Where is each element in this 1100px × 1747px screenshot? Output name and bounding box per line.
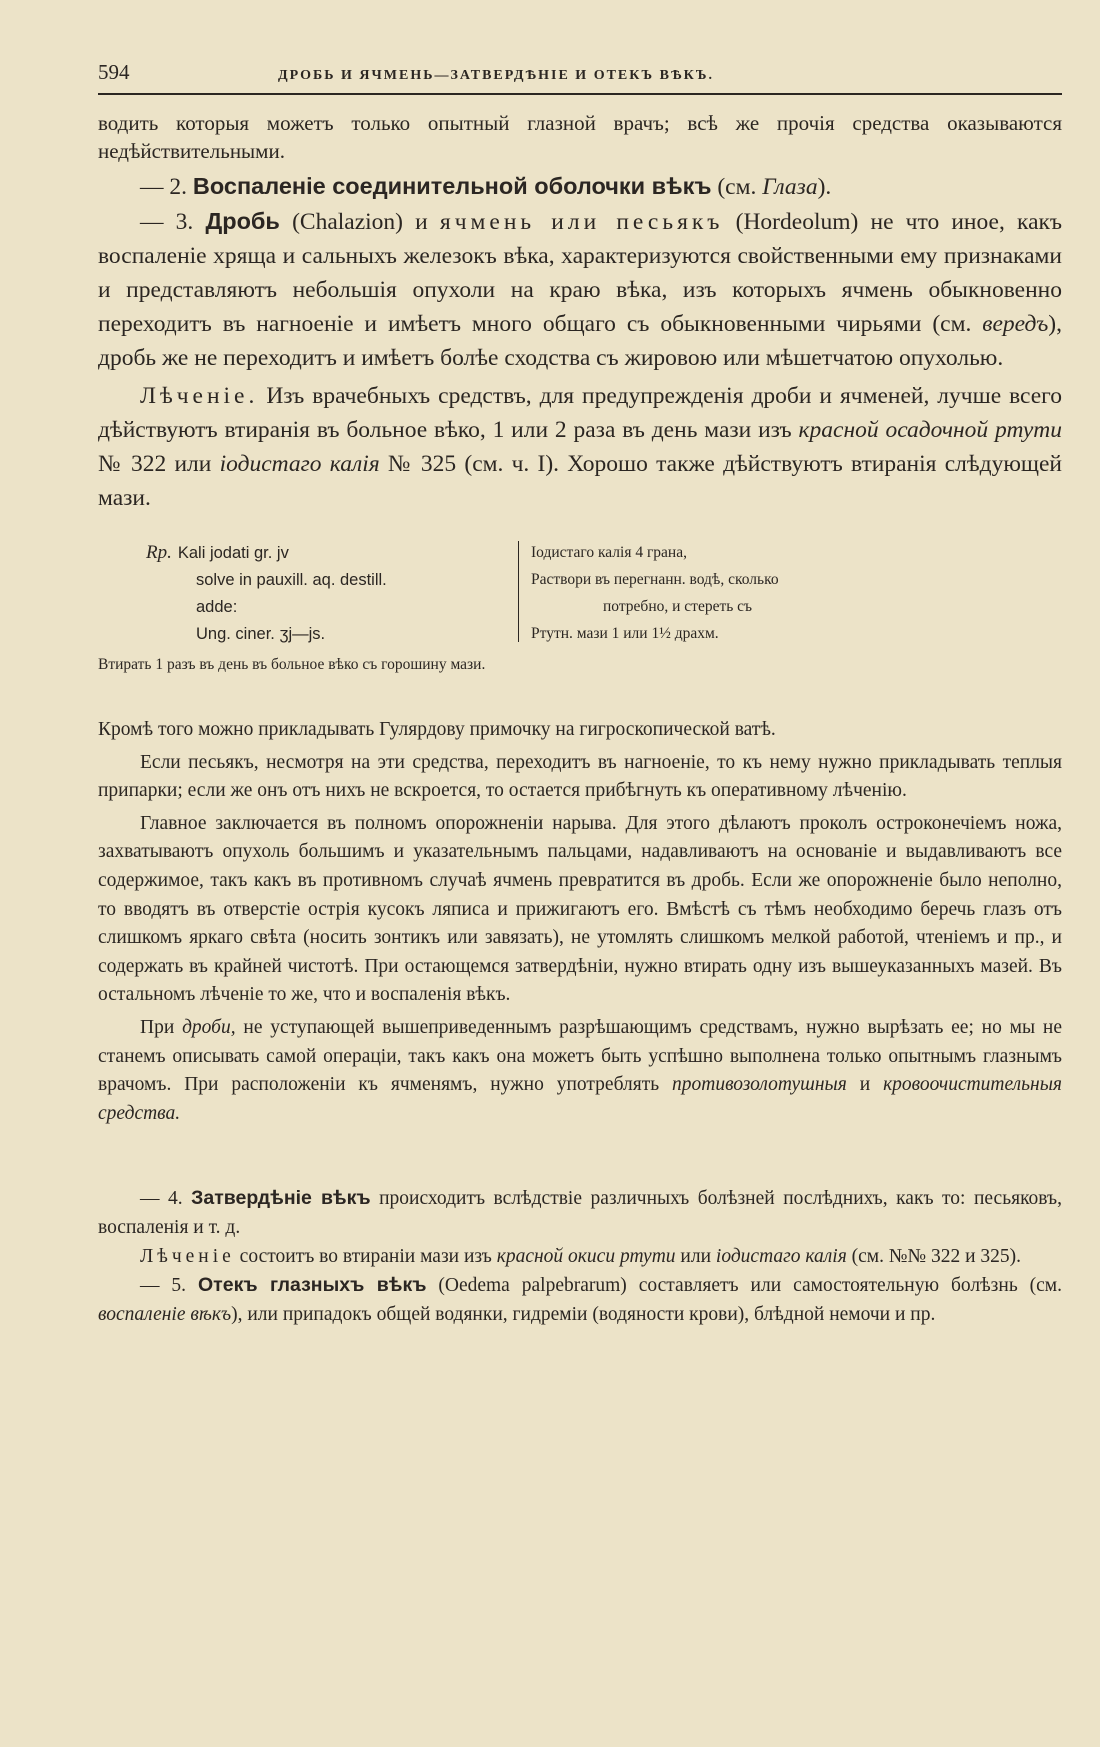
paragraph-operation: Главное заключается въ полномъ опорожненіи нарыва. Для этого дѣлаютъ проколъ остроконечіемъ ножа, захватываютъ опухоль большимъ и указательнымъ пальцами, надавливаютъ на основаніе и выдавливаютъ все содержимое, такъ какъ въ противномъ случаѣ ячмень превратится въ дробь. Если же опорожненіе было неполно, то вводятъ въ отверстіе острія кусокъ ляписа и прижигаютъ его. Вмѣстѣ съ тѣмъ необходимо беречь глазъ отъ слишкомъ яркаго свѣта (носить зонтикъ или завязать), не утомлять слишкомъ мелкой работой, чтеніемъ и пр., и содержать въ крайней чистотѣ. При остающемся затвердѣніи, нужно втирать одну изъ вышеуказанныхъ мазей. Въ остальномъ лѣченіе то же, что и воспаленія вѣкъ. — [98, 812, 1062, 1006]
section-5-text-2: ), или припадокъ общей водянки, гидреміи (водяности крови), блѣдной немочи и пр. — [231, 1303, 936, 1325]
para4-italic-1: дроби, — [182, 1016, 236, 1038]
para4-italic-2: противозолотушныя — [672, 1074, 847, 1096]
section-5-text-1: составляетъ или самостоятельную болѣзнь (см. — [626, 1275, 1063, 1297]
section-2-ref-close: ). — [817, 174, 832, 200]
recipe-latin-line: Kali jodati gr. jv — [177, 544, 289, 562]
paragraph-chalazion — [98, 1014, 1062, 1128]
section-2 — [98, 169, 1062, 204]
recipe-divider — [518, 541, 519, 642]
recipe-latin-line: adde: — [196, 598, 238, 616]
section-3-text-2: ), дробь же не переходитъ и имѣетъ болѣе сходства съ жировою или мѣшетчатою опухолью. — [98, 311, 1062, 371]
section-4-treatment-label: Лѣченіе — [140, 1245, 235, 1267]
paragraph-suppuration: Если песьякъ, несмотря на эти средства, переходитъ въ нагноеніе, то къ нему нужно прикладывать теплыя припарки; если же онъ отъ нихъ не вскроется, то остается прибѣгнуть къ оперативному лѣченію. — [98, 751, 1062, 802]
para4-text-1: При — [140, 1016, 183, 1038]
recipe-russian-line: Ртутн. мази 1 или 1½ драхм. — [531, 625, 719, 642]
section-2-ref: Глаза — [762, 174, 818, 200]
section-4-number: — 4. — [140, 1188, 183, 1210]
section-3-title: Дробь — [205, 208, 280, 234]
recipe-russian-line: потребно, и стереть съ — [603, 598, 753, 615]
treatment-paragraph — [98, 379, 1062, 515]
section-3-number: — 3. — [140, 209, 194, 235]
recipe-block — [98, 539, 1062, 648]
section-3-spaced-terms: ячмень или песьякъ — [439, 209, 724, 235]
section-3-latin-1: (Chalazion) — [292, 209, 403, 235]
section-3 — [98, 204, 1062, 375]
section-gap — [98, 1128, 1062, 1184]
section-5-number: — 5. — [140, 1275, 187, 1297]
treatment-text-3: № 325 (см. ч. I). Хорошо также дѣйствуютъ втиранія слѣдующей мази. — [98, 451, 1062, 511]
recipe-rx: Rp. — [146, 542, 172, 563]
running-title: ДРОБЬ И ЯЧМЕНЬ—ЗАТВЕРДѢНІЕ И ОТЕКЪ ВѢКЪ. — [278, 68, 715, 83]
treatment-remedy-2: іодистаго калія — [219, 451, 380, 477]
treatment-text-1: Изъ врачебныхъ средствъ, для предупрежденія дроби и ячменей, лучше всего дѣйствуютъ втиранія въ больное вѣко, 1 или 2 раза въ день мази изъ — [98, 383, 1062, 443]
section-4 — [98, 1184, 1062, 1242]
treatment-remedy-1: красной осадочной ртути — [798, 417, 1063, 443]
treatment-text-2: № 322 или — [98, 451, 220, 477]
treatment-label: Лѣченіе. — [140, 383, 259, 409]
running-head — [98, 60, 1062, 95]
section-3-ref: вередъ — [982, 311, 1049, 337]
section-4-treatment-text-1: состоитъ во втираніи мази изъ — [234, 1245, 497, 1267]
recipe-latin-line: Ung. ciner. ʒj—js. — [196, 625, 326, 643]
section-5-title: Отекъ глазныхъ вѣкъ — [198, 1274, 427, 1297]
recipe-russian-line: Раствори въ перегнанн. водѣ, сколько — [531, 571, 779, 588]
recipe-russian — [531, 539, 1062, 648]
section-5-latin: (Oedema palpebrarum) — [426, 1275, 627, 1297]
section-5-ref: воспаленіе вѣкъ — [98, 1303, 232, 1325]
para4-text-2: не уступающей вышеприведеннымъ разрѣшающимъ средствамъ, нужно вырѣзать ее; но мы не станемъ описывать самой операціи, такъ какъ она можетъ быть успѣшно выполнена только опытнымъ глазнымъ врачомъ. При расположеніи къ ячменямъ, нужно употреблять — [98, 1016, 1062, 1096]
section-2-title: Воспаленіе соединительной оболочки вѣкъ — [192, 173, 712, 199]
section-4-text: происходитъ вслѣдствіе различныхъ болѣзней послѣднихъ, какъ то: песьяковъ, воспаленія и т. д. — [98, 1188, 1062, 1238]
section-4-remedy-2: іодистаго калія — [715, 1245, 847, 1267]
section-3-and: и — [415, 209, 428, 235]
recipe-note: Втирать 1 разъ въ день въ больное вѣко съ горошину мази. — [98, 656, 486, 673]
section-3-latin-2: (Hordeolum) — [735, 209, 859, 235]
page-number: 594 — [98, 60, 130, 84]
continued-paragraph: водить которыя можетъ только опытный глазной врачъ; всѣ же прочія средства оказываются недѣйствительными. — [98, 111, 1062, 163]
recipe-latin — [98, 539, 518, 648]
para4-text-3: и — [846, 1074, 884, 1096]
section-4-treatment-text-2: или — [675, 1245, 716, 1267]
section-4-remedy-1: красной окиси ртути — [496, 1245, 676, 1267]
recipe-latin-line: solve in pauxill. aq. destill. — [196, 571, 387, 589]
para4-italic-3: кровоочистительныя средства. — [98, 1074, 1062, 1124]
section-2-ref-open: (см. — [717, 174, 763, 200]
section-4-treatment — [98, 1243, 1062, 1272]
section-5 — [98, 1271, 1062, 1329]
paragraph-compress: Кромѣ того можно прикладывать Гулярдову примочку на гигроскопической ватѣ. — [98, 719, 776, 740]
recipe-russian-line: Іодистаго калія 4 грана, — [531, 544, 687, 561]
section-2-number: — 2. — [140, 174, 187, 200]
section-4-treatment-text-3: (см. №№ 322 и 325). — [846, 1245, 1022, 1267]
section-4-title: Затвердѣніе вѣкъ — [191, 1187, 371, 1210]
section-3-text-1: не что иное, какъ воспаленіе хряща и сальныхъ железокъ вѣка, характеризуются свойственными ему признаками и представляютъ небольшія опухоли на краю вѣка, изъ которыхъ ячмень обыкновенно переходитъ въ нагноеніе и имѣетъ много общаго съ обыкновенными чирьями (см. — [98, 209, 1063, 337]
